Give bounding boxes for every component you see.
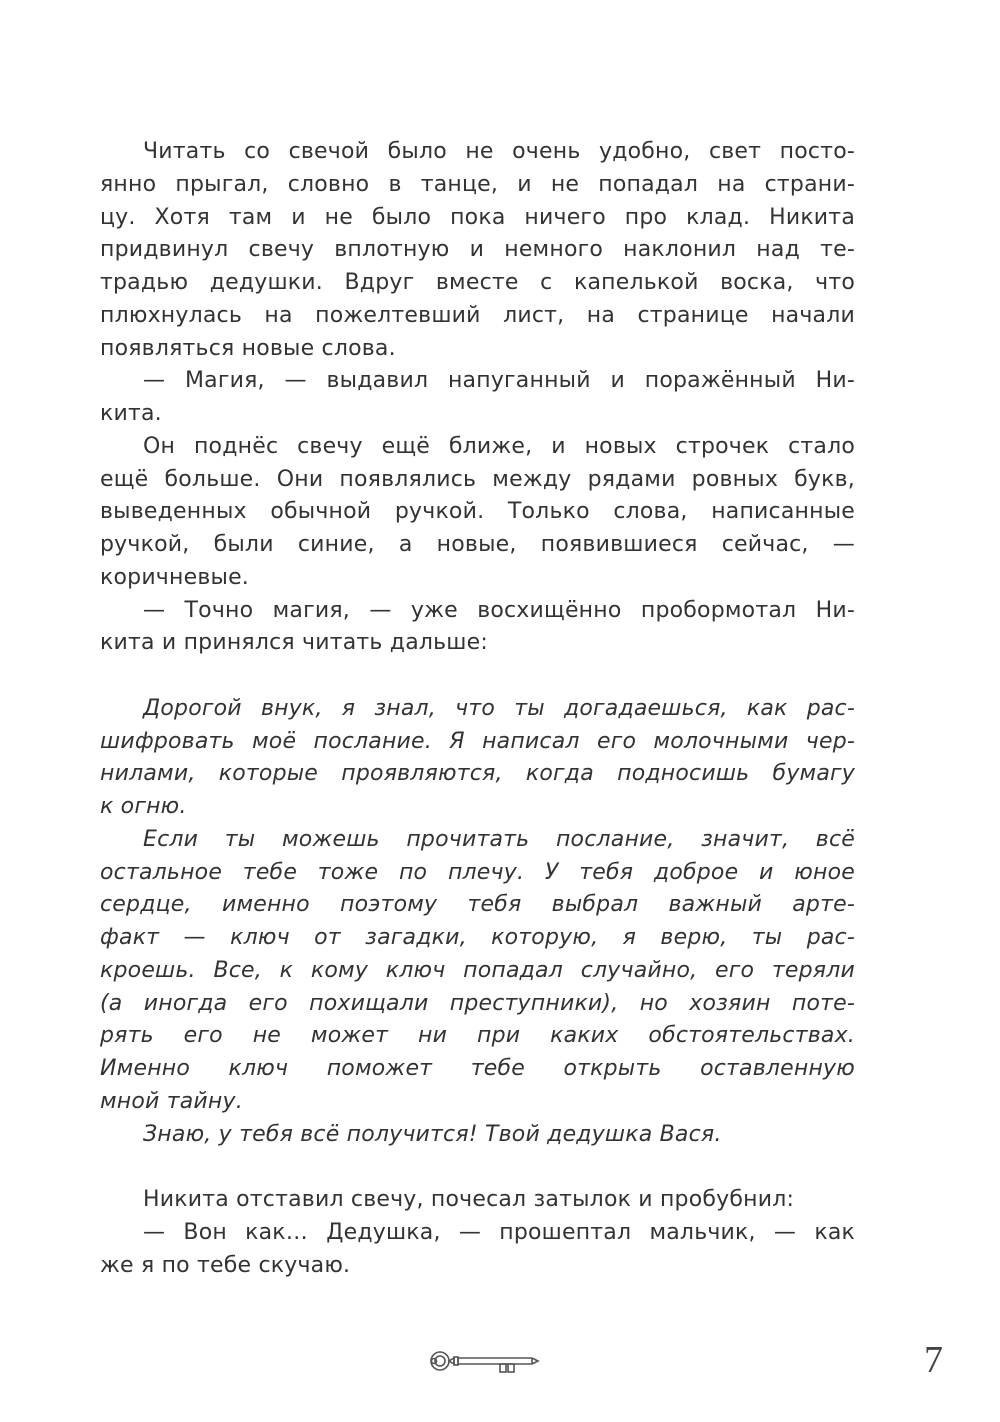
letter-text-line: шифровать моё послание. Я написал его молочными чер- [100,728,855,754]
text-line: — Вон как… Дедушка, — прошептал мальчик, — как [143,1219,855,1245]
letter-text-line: остальное тебе тоже по плечу. У тебя доброе и юное [100,859,855,885]
text-line: выведенных обычной ручкой. Только слова, написанные [100,499,855,525]
letter-text-line: кроешь. Все, к кому ключ попадал случайно, его теряли [100,957,855,983]
text-line: — Магия, — выдавил напуганный и поражённый Ни- [143,368,855,394]
key-ornament-icon [428,1348,544,1383]
letter-text-line: сердце, именно поэтому тебя выбрал важный арте- [100,892,855,918]
letter-text-line: рять его не может ни при каких обстоятельствах. [100,1023,855,1049]
text-line: Читать со свечой было не очень удобно, свет посто- [143,139,855,164]
text-line: ручкой, были синие, а новые, появившиеся сейчас, — [100,532,855,557]
letter-text-line: Именно ключ поможет тебе открыть оставленную [100,1056,855,1081]
text-line: Никита отставил свечу, почесал затылок и пробубнил: [143,1187,795,1212]
letter-text-line: Если ты можешь прочитать послание, значит, всё [143,826,855,852]
paragraph-gap [100,1151,855,1184]
letter-text-line: к огню. [100,794,187,819]
letter-text-line: факт — ключ от загадки, которую, я верю, ты рас- [100,925,855,950]
text-line: плюхнулась на пожелтевший лист, на странице начали [100,302,855,328]
page-body-text [100,136,855,1282]
text-line: придвинул свечу вплотную и немного наклонил над те- [100,237,855,263]
letter-text-line: нилами, которые проявляются, когда подносишь бумагу [100,761,855,787]
letter-text-line: мной тайну. [100,1088,243,1114]
text-line: цу. Хотя там и не было пока ничего про клад. Никита [100,204,855,230]
paragraph-gap [100,660,855,693]
text-line: же я по тебе скучаю. [100,1252,351,1278]
text-line: ещё больше. Они появлялись между рядами ровных букв, [100,466,855,492]
letter-text-line: Дорогой внук, я знал, что ты догадаешься, как рас- [143,695,855,721]
text-line: кита и принялся читать дальше: [100,630,488,656]
text-line: коричневые. [100,564,249,590]
text-line: кита. [100,401,162,426]
text-line: появляться новые слова. [100,335,396,361]
text-line: янно прыгал, словно в танце, и не попадал на страни- [100,171,855,197]
text-line: — Точно магия, — уже восхищённо пробормотал Ни- [143,597,855,623]
letter-text-line: (а иногда его похищали преступники), но хозяин поте- [100,990,855,1016]
letter-text-line: Знаю, у тебя всё получится! Твой дедушка Вася. [143,1121,722,1147]
page-number: 7 [924,1339,943,1381]
text-line: традью дедушки. Вдруг вместе с капелькой воска, что [100,270,855,295]
text-line: Он поднёс свечу ещё ближе, и новых строчек стало [143,433,855,459]
